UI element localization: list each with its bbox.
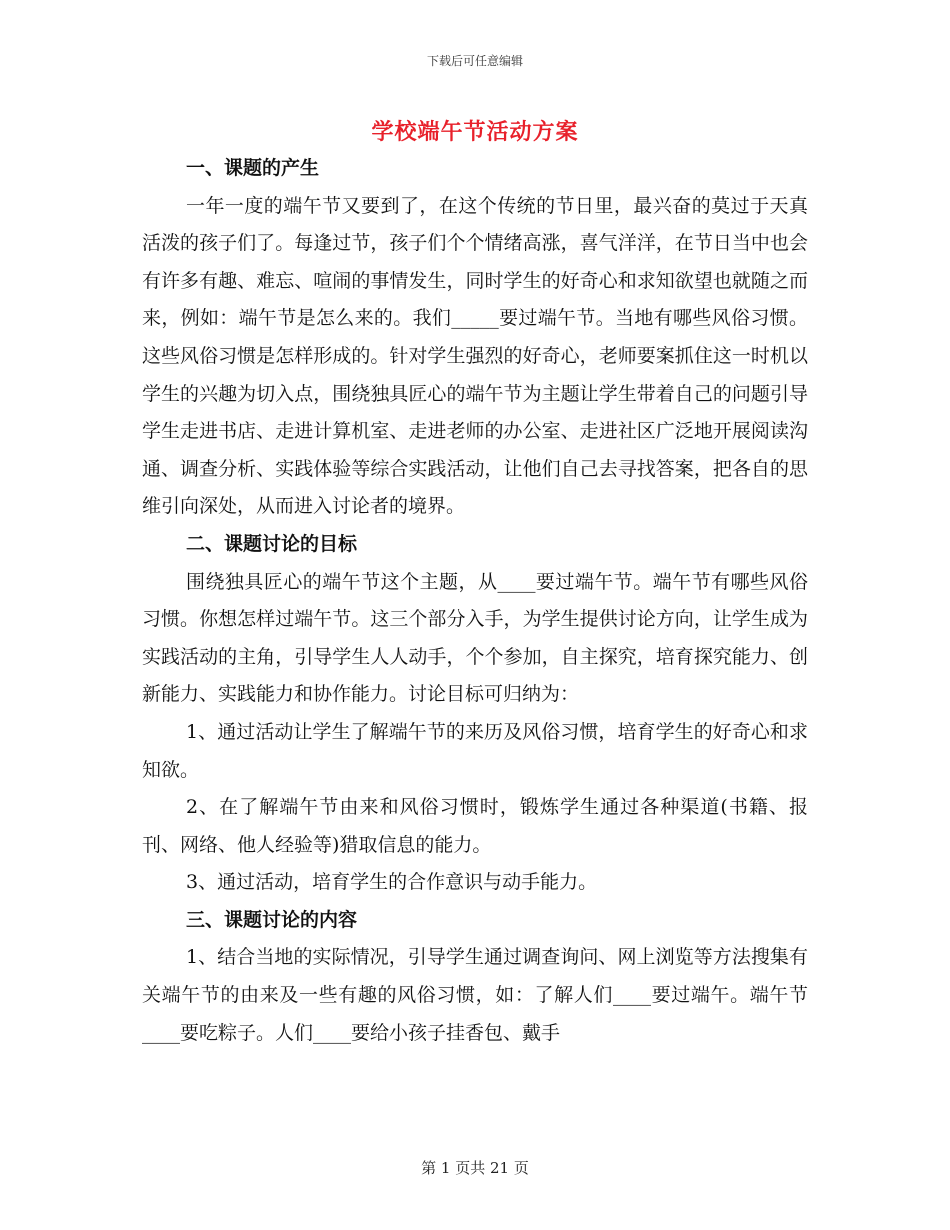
list-item: 1、通过活动让学生了解端午节的来历及风俗习惯，培育学生的好奇心和求知欲。 — [142, 720, 808, 781]
header-note: 下载后可任意编辑 — [426, 54, 523, 68]
section-heading: 三、课题讨论的内容 — [186, 908, 358, 931]
list-item: 1、结合当地的实际情况，引导学生通过调查询问、网上浏览等方法搜集有关端午节的由来及一些有趣的风俗习惯，如：了解人们____要过端午。端午节____要吃粽子。人们____要给小孩子挂香包、戴手 — [142, 946, 808, 1044]
list-item: 2、在了解端午节由来和风俗习惯时，锻炼学生通过各种渠道(书籍、报刊、网络、他人经验等)猎取信息的能力。 — [142, 796, 808, 856]
section-heading: 一、课题的产生 — [186, 157, 320, 179]
paragraph: 一年一度的端午节又要到了，在这个传统的节日里，最兴奋的莫过于天真活泼的孩子们了。每逢过节，孩子们个个情绪高涨，喜气洋洋，在节日当中也会有许多有趣、难忘、喧闹的事情发生，同时学生的好奇心和求知欲望也就随之而来，例如：端午节是怎么来的。我们_____要过端午节。当地有哪些风俗习惯。这些风俗习惯是怎样形成的。针对学生强烈的好奇心，老师要案抓住这一时机以学生的兴趣为切入点，围绕独具匠心的端午节为主题让学生带着自己的问题引导学生走进书店、走进计算机室、走进老师的办公室、走进社区广泛地开展阅读沟通、调查分析、实践体验等综合实践活动，让他们自己去寻找答案，把各自的思维引向深处，从而进入讨论者的境界。 — [142, 194, 808, 518]
page-footer: 第 1 页共 21 页 — [421, 1159, 529, 1177]
paragraph: 围绕独具匠心的端午节这个主题，从____要过端午节。端午节有哪些风俗习惯。你想怎样过端午节。这三个部分入手，为学生提供讨论方向，让学生成为实践活动的主角，引导学生人人动手，个个参加，自主探究，培育探究能力、创新能力、实践能力和协作能力。讨论目标可归纳为： — [142, 570, 808, 706]
document-title: 学校端午节活动方案 — [371, 119, 579, 145]
document-body — [142, 150, 808, 1052]
section-heading: 二、课题讨论的目标 — [186, 532, 358, 555]
list-item: 3、通过活动，培育学生的合作意识与动手能力。 — [186, 871, 598, 894]
